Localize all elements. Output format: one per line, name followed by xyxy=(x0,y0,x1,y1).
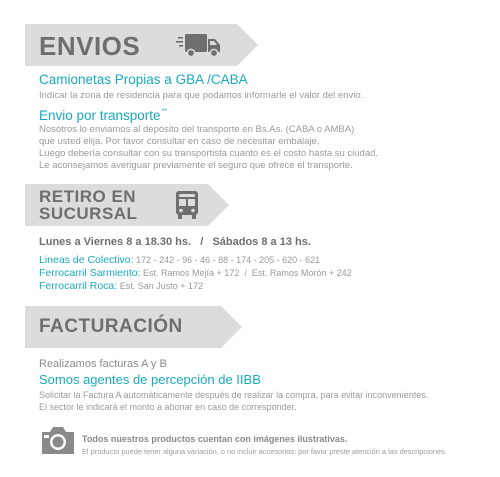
transport-line: Le aconsejamos averiguar previamente el seguro que ofrece el transporte. xyxy=(39,160,353,171)
store-hours: Lunes a Viernes 8 a 18.30 hs. / Sábados 8 a 13 hs. xyxy=(39,236,311,248)
facturacion-text: Solicitar la Factura A automáticamente después de realizar la compra, para evitar inconvenientes. xyxy=(39,390,429,400)
bus-icon xyxy=(175,190,199,220)
transport-line: Luego debería consultar con su transportista cuanto es el costo hasta su ciudad. xyxy=(39,148,379,159)
facturas-line: Realizamos facturas A y B xyxy=(39,358,167,370)
retiro-title-line1: RETIRO EN xyxy=(39,187,137,206)
envios-title: ENVIOS xyxy=(39,31,141,61)
envios-banner xyxy=(25,24,237,66)
delivery-truck-icon xyxy=(176,31,222,59)
gba-heading: Camionetas Propias a GBA /CABA xyxy=(39,72,248,87)
facturacion-title: FACTURACIÓN xyxy=(39,316,183,337)
facturacion-banner xyxy=(25,306,221,348)
bus-lines-value: 172 - 242 - 96 - 46 - 88 - 174 - 205 - 620 - 621 xyxy=(133,255,321,265)
sarmiento-label: Ferrocarril Sarmiento: xyxy=(39,267,141,279)
bus-lines-label: Lineas de Colectivo: xyxy=(39,254,134,266)
camera-icon xyxy=(40,424,76,456)
footer-bold: Todos nuestros productos cuentan con imágenes ilustrativas. xyxy=(82,434,348,444)
roca-value: Est. San Justo + 172 xyxy=(117,281,203,291)
roca-label: Ferrocarril Roca: xyxy=(39,280,118,292)
transport-line-sarmiento xyxy=(39,267,352,279)
transport-heading xyxy=(39,108,167,123)
retiro-title-line2: SUCURSAL xyxy=(39,204,138,223)
transport-mark: ** xyxy=(161,108,168,115)
transport-line: que usted elija. Por favor consultar en caso de necesitar embalaje. xyxy=(39,136,320,147)
transport-line: Nosotros lo enviamos al depósito del transporte en Bs.As. (CABA o AMBA) xyxy=(39,124,355,135)
transport-heading-text: Envio por transporte xyxy=(39,108,161,123)
retiro-banner xyxy=(25,184,208,226)
percepcion-heading: Somos agentes de percepción de IIBB xyxy=(39,372,261,387)
gba-text: Indicar la zona de residencia para que podamos informarle el valor del envio. xyxy=(39,90,364,101)
transport-line-roca xyxy=(39,280,203,292)
transport-line-bus xyxy=(39,254,320,266)
sarmiento-value: Est. Ramos Mejía + 172 / Est. Ramos Morón + 242 xyxy=(140,268,352,278)
footer-small: El producto puede tener alguna variación, o no incluir accesorios: por favor preste atención a las descripciones. xyxy=(82,447,447,456)
facturacion-text: El sector le indicará el monto a abonar en caso de corresponder. xyxy=(39,402,297,412)
